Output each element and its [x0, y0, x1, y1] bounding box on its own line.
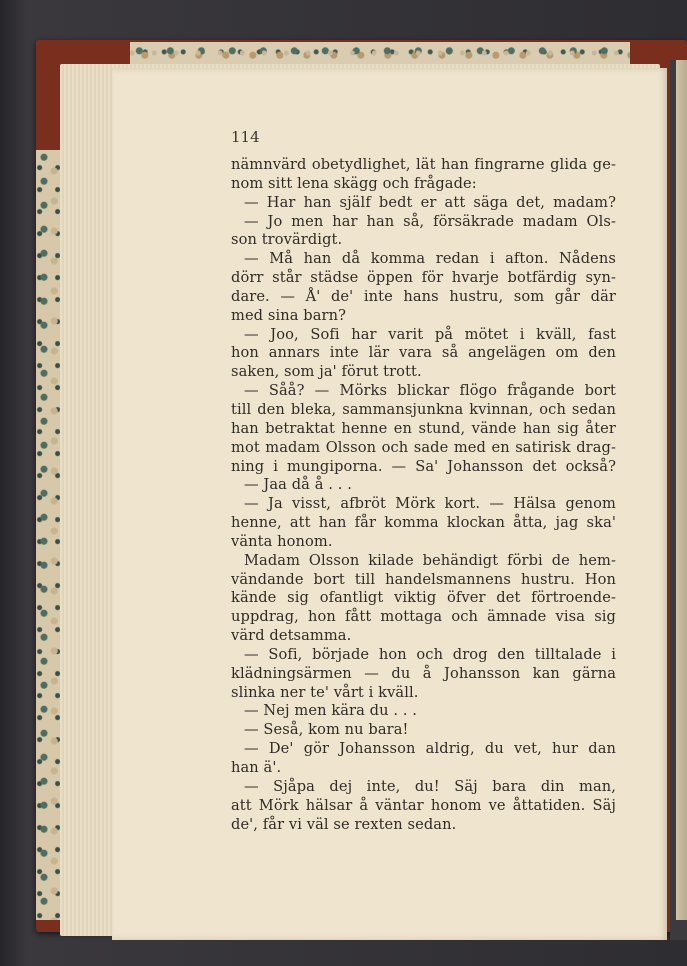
marbled-endpaper-top — [130, 42, 630, 64]
text-line: hon annars inte lär vara så angelägen om den — [231, 344, 616, 362]
text-line: slinka ner te' vårt i kväll. — [231, 683, 419, 701]
text-line: — Har han själf bedt er att säga det, madam? — [244, 193, 616, 211]
text-line: han betraktat henne en stund, vände han sig åter — [231, 419, 616, 437]
text-line: — Ja visst, afbröt Mörk kort. — Hälsa genom — [244, 495, 616, 513]
text-line: Madam Olsson kilade behändigt förbi de hem- — [244, 551, 616, 569]
text-line: son trovärdigt. — [231, 231, 343, 249]
body-text — [231, 156, 616, 834]
text-line: nom sitt lena skägg och frågade: — [231, 174, 477, 192]
text-line: nämnvärd obetydlighet, lät han fingrarne glida ge- — [231, 156, 616, 173]
text-line: — Jo men har han så, försäkrade madam Ols- — [244, 212, 616, 230]
text-line: att Mörk hälsar å väntar honom ve åttatiden. Säj — [231, 796, 616, 814]
text-line: till den bleka, sammansjunkna kvinnan, och sedan — [231, 400, 616, 418]
text-line: uppdrag, hon fått mottaga och ämnade visa sig — [231, 608, 616, 626]
text-line: dare. — Å' de' inte hans hustru, som går där — [231, 287, 616, 305]
text-line: klädningsärmen — du å Johansson kan gärna — [231, 664, 616, 682]
text-line: — Sjåpa dej inte, du! Säj bara din man, — [244, 777, 616, 795]
page-number: 114 — [231, 128, 260, 146]
text-line: — Joo, Sofi har varit på mötet i kväll, fast — [244, 325, 616, 343]
text-line: dörr står städse öppen för hvarje botfärdig syn- — [231, 269, 616, 287]
text-line: — Såå? — Mörks blickar flögo frågande bort — [244, 382, 616, 400]
text-line: värd detsamma. — [231, 627, 352, 645]
text-line: — Sofi, började hon och drog den tilltalade i — [244, 645, 616, 663]
text-line: de', får vi väl se rexten sedan. — [231, 815, 457, 833]
text-line: — Må han då komma redan i afton. Nådens — [244, 250, 616, 268]
text-line: henne, att han får komma klockan åtta, jag ska' — [231, 514, 616, 532]
text-line: — Nej men kära du . . . — [244, 702, 418, 720]
text-line: vänta honom. — [231, 532, 333, 550]
text-line: med sina barn? — [231, 306, 346, 324]
text-line: — Jaa då å . . . — [244, 476, 352, 494]
text-line: kände sig ofantligt viktig öfver det förtroende- — [231, 589, 616, 607]
text-line: saken, som ja' förut trott. — [231, 363, 422, 381]
next-page-edge — [676, 60, 687, 920]
text-line: — De' gör Johansson aldrig, du vet, hur dan — [244, 740, 616, 758]
text-line: vändande bort till handelsmannens hustru. Hon — [231, 570, 616, 588]
text-line: han ä'. — [231, 759, 282, 776]
text-line: — Seså, kom nu bara! — [244, 721, 409, 739]
text-line: ning i mungiporna. — Sa' Johansson det också? — [231, 457, 616, 475]
text-line: mot madam Olsson och sade med en satirisk drag- — [231, 438, 616, 456]
